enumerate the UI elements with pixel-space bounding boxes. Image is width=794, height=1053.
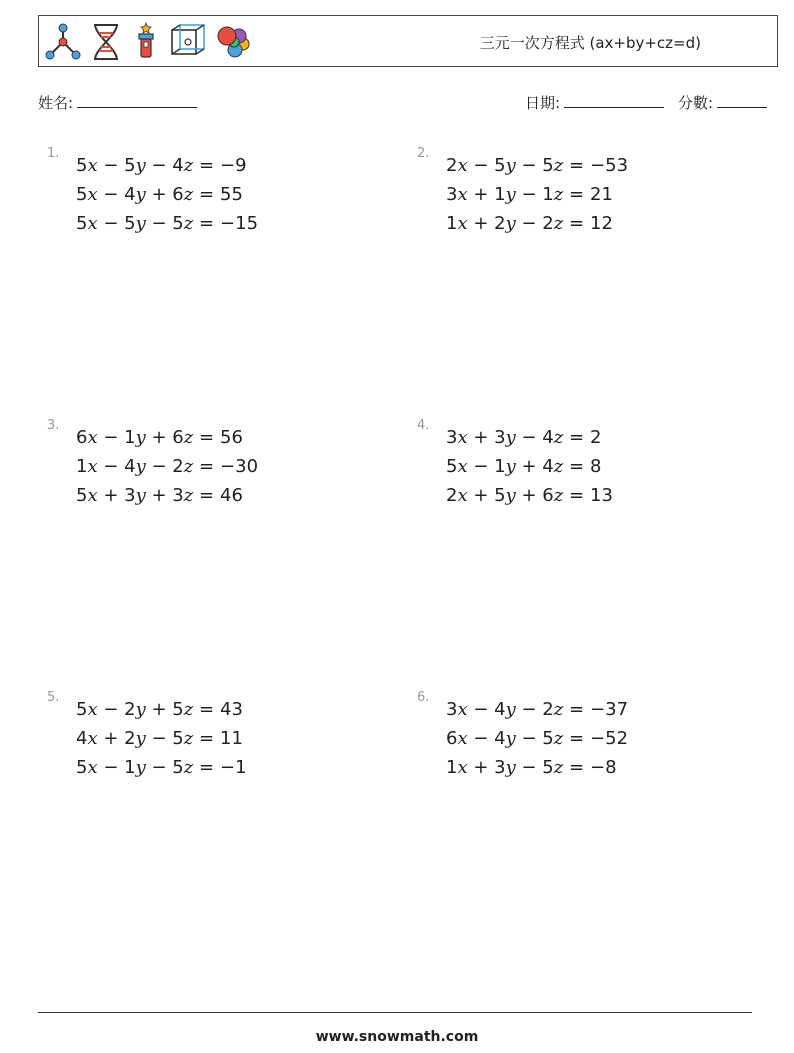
operator: − <box>467 699 495 720</box>
operator: − <box>97 427 125 448</box>
equation-system <box>446 695 628 782</box>
equation-lhs <box>446 695 584 724</box>
variable: x <box>87 699 98 720</box>
equals-sign: = <box>193 427 215 448</box>
equation-lhs <box>446 452 584 481</box>
operator: − <box>97 456 125 477</box>
coefficient: 2 <box>124 699 136 720</box>
variable: x <box>87 757 98 778</box>
equation-lhs <box>76 423 214 452</box>
variable: z <box>183 757 194 778</box>
date-blank <box>564 93 664 108</box>
equation-lhs <box>446 180 584 209</box>
coefficient: 5 <box>76 184 88 205</box>
operator: + <box>97 485 125 506</box>
coefficient: 6 <box>446 728 458 749</box>
equals-sign: = <box>563 456 585 477</box>
coefficient: 3 <box>124 485 136 506</box>
equation-row <box>76 481 258 510</box>
equation-rhs: 46 <box>220 485 243 506</box>
coefficient: 4 <box>542 456 554 477</box>
equation-row <box>76 452 258 481</box>
variable: z <box>183 485 194 506</box>
equals-sign: = <box>193 155 215 176</box>
coefficient: 3 <box>494 757 506 778</box>
coefficient: 5 <box>76 213 88 234</box>
equation-rhs: −53 <box>590 155 629 176</box>
variable: x <box>457 728 468 749</box>
operator: − <box>515 699 543 720</box>
coefficient: 5 <box>542 757 554 778</box>
coefficient: 5 <box>76 757 88 778</box>
variable: z <box>553 699 564 720</box>
score-blank <box>717 93 767 108</box>
equation-system <box>76 695 247 782</box>
variable: y <box>135 456 146 477</box>
equation-system <box>76 151 258 238</box>
worksheet-title: 三元一次方程式 (ax+by+cz=d) <box>479 34 701 52</box>
equals-sign: = <box>563 155 585 176</box>
equation-lhs <box>76 209 214 238</box>
operator: − <box>145 728 173 749</box>
coefficient: 5 <box>542 728 554 749</box>
equals-sign: = <box>193 757 215 778</box>
date-label: 日期: <box>525 94 561 112</box>
equation-lhs <box>446 151 584 180</box>
variable: x <box>87 184 98 205</box>
operator: − <box>145 757 173 778</box>
problem-number: 1. <box>47 146 60 161</box>
variable: y <box>135 213 146 234</box>
variable: z <box>183 427 194 448</box>
problem-number: 2. <box>417 146 430 161</box>
equation-row <box>446 209 628 238</box>
equation-row <box>446 180 628 209</box>
variable: y <box>505 699 516 720</box>
operator: − <box>467 728 495 749</box>
coefficient: 3 <box>494 427 506 448</box>
coefficient: 2 <box>542 699 554 720</box>
operator: + <box>145 184 173 205</box>
operator: − <box>97 699 125 720</box>
coefficient: 5 <box>172 699 184 720</box>
equation-lhs <box>446 724 584 753</box>
variable: y <box>135 757 146 778</box>
variable: y <box>505 485 516 506</box>
variable: z <box>553 213 564 234</box>
variable: z <box>183 699 194 720</box>
variable: x <box>87 427 98 448</box>
coefficient: 2 <box>124 728 136 749</box>
operator: + <box>145 427 173 448</box>
equation-lhs <box>76 695 214 724</box>
coefficient: 2 <box>494 213 506 234</box>
equation-row <box>76 753 247 782</box>
variable: z <box>183 155 194 176</box>
equation-lhs <box>446 753 584 782</box>
equation-lhs <box>76 180 214 209</box>
equation-lhs <box>76 481 214 510</box>
equals-sign: = <box>563 213 585 234</box>
coefficient: 4 <box>76 728 88 749</box>
coefficient: 1 <box>494 184 506 205</box>
name-label: 姓名: <box>38 94 74 112</box>
operator: − <box>97 757 125 778</box>
coefficient: 1 <box>124 757 136 778</box>
variable: z <box>553 485 564 506</box>
coefficient: 3 <box>446 699 458 720</box>
variable: x <box>87 485 98 506</box>
variable: z <box>183 213 194 234</box>
variable: z <box>553 155 564 176</box>
equation-system <box>446 151 628 238</box>
equals-sign: = <box>193 213 215 234</box>
date-field <box>525 92 664 113</box>
operator: + <box>467 213 495 234</box>
problem-number: 3. <box>47 418 60 433</box>
equation-lhs <box>76 724 214 753</box>
equation-rhs: −37 <box>590 699 629 720</box>
equation-lhs <box>76 151 214 180</box>
coefficient: 1 <box>76 456 88 477</box>
variable: y <box>135 699 146 720</box>
molecule-icon <box>45 22 81 62</box>
operator: − <box>97 184 125 205</box>
equation-row <box>446 695 628 724</box>
equation-lhs <box>446 481 584 510</box>
bubbles-icon <box>215 22 253 62</box>
coefficient: 1 <box>494 456 506 477</box>
operator: − <box>145 213 173 234</box>
equation-system <box>446 423 613 510</box>
variable: x <box>457 456 468 477</box>
equation-rhs: 8 <box>590 456 602 477</box>
problem-number: 5. <box>47 690 60 705</box>
equation-row <box>76 724 247 753</box>
equals-sign: = <box>563 757 585 778</box>
equals-sign: = <box>563 728 585 749</box>
variable: z <box>183 184 194 205</box>
coefficient: 2 <box>446 485 458 506</box>
coefficient: 5 <box>172 213 184 234</box>
equation-rhs: −9 <box>220 155 247 176</box>
equation-rhs: −1 <box>220 757 247 778</box>
equation-row <box>446 481 613 510</box>
operator: − <box>515 155 543 176</box>
coefficient: 5 <box>76 699 88 720</box>
score-label: 分數: <box>678 94 714 112</box>
variable: z <box>553 728 564 749</box>
coefficient: 5 <box>446 456 458 477</box>
variable: x <box>87 213 98 234</box>
variable: y <box>505 184 516 205</box>
equation-row <box>76 151 258 180</box>
operator: + <box>515 485 543 506</box>
equation-rhs: −8 <box>590 757 617 778</box>
equation-row <box>446 753 628 782</box>
coefficient: 5 <box>494 485 506 506</box>
worksheet-header <box>38 15 778 67</box>
coefficient: 5 <box>542 155 554 176</box>
equation-row <box>446 452 613 481</box>
footer-divider <box>38 1012 752 1013</box>
equation-lhs <box>446 209 584 238</box>
variable: z <box>553 456 564 477</box>
operator: + <box>145 699 173 720</box>
equation-row <box>76 423 258 452</box>
operator: + <box>467 485 495 506</box>
equation-row <box>446 724 628 753</box>
equation-rhs: −15 <box>220 213 259 234</box>
variable: x <box>87 155 98 176</box>
variable: x <box>87 456 98 477</box>
variable: y <box>135 427 146 448</box>
coefficient: 1 <box>124 427 136 448</box>
operator: − <box>467 155 495 176</box>
equation-rhs: 43 <box>220 699 243 720</box>
equation-rhs: 21 <box>590 184 613 205</box>
score-field <box>678 92 767 113</box>
coefficient: 5 <box>172 757 184 778</box>
coefficient: 6 <box>172 184 184 205</box>
name-field <box>38 92 197 113</box>
variable: x <box>457 213 468 234</box>
operator: − <box>515 427 543 448</box>
variable: y <box>505 757 516 778</box>
coefficient: 5 <box>494 155 506 176</box>
variable: z <box>183 456 194 477</box>
coefficient: 6 <box>172 427 184 448</box>
variable: z <box>183 728 194 749</box>
header-icons <box>45 22 253 62</box>
equation-rhs: 56 <box>220 427 243 448</box>
equation-rhs: 13 <box>590 485 613 506</box>
coefficient: 4 <box>494 728 506 749</box>
equals-sign: = <box>193 699 215 720</box>
operator: + <box>467 757 495 778</box>
coefficient: 4 <box>542 427 554 448</box>
operator: + <box>467 184 495 205</box>
operator: − <box>515 184 543 205</box>
variable: z <box>553 184 564 205</box>
operator: − <box>97 155 125 176</box>
coefficient: 5 <box>172 728 184 749</box>
variable: y <box>135 184 146 205</box>
equals-sign: = <box>563 699 585 720</box>
equation-lhs <box>76 452 214 481</box>
variable: x <box>87 728 98 749</box>
coefficient: 3 <box>446 427 458 448</box>
equation-rhs: −52 <box>590 728 629 749</box>
operator: + <box>467 427 495 448</box>
equals-sign: = <box>563 485 585 506</box>
equals-sign: = <box>193 184 215 205</box>
variable: z <box>553 427 564 448</box>
dna-icon <box>89 22 123 62</box>
coefficient: 4 <box>172 155 184 176</box>
coefficient: 2 <box>446 155 458 176</box>
coefficient: 5 <box>76 155 88 176</box>
operator: − <box>515 213 543 234</box>
variable: x <box>457 155 468 176</box>
coefficient: 1 <box>446 757 458 778</box>
coefficient: 4 <box>124 184 136 205</box>
equation-row <box>76 695 247 724</box>
variable: x <box>457 427 468 448</box>
footer-url: www.snowmath.com <box>315 1029 479 1045</box>
coefficient: 1 <box>446 213 458 234</box>
operator: + <box>515 456 543 477</box>
operator: + <box>97 728 125 749</box>
variable: x <box>457 184 468 205</box>
equation-rhs: 2 <box>590 427 602 448</box>
operator: − <box>515 757 543 778</box>
variable: y <box>135 155 146 176</box>
variable: x <box>457 699 468 720</box>
coefficient: 5 <box>124 155 136 176</box>
problem-number: 4. <box>417 418 430 433</box>
variable: x <box>457 757 468 778</box>
coefficient: 5 <box>76 485 88 506</box>
operator: − <box>97 213 125 234</box>
operator: − <box>145 456 173 477</box>
name-blank <box>77 93 197 108</box>
equation-row <box>446 151 628 180</box>
equals-sign: = <box>193 485 215 506</box>
equation-lhs <box>76 753 214 782</box>
equation-rhs: 55 <box>220 184 243 205</box>
equals-sign: = <box>193 456 215 477</box>
equation-row <box>76 180 258 209</box>
coefficient: 2 <box>542 213 554 234</box>
coefficient: 4 <box>494 699 506 720</box>
variable: y <box>135 485 146 506</box>
operator: + <box>145 485 173 506</box>
cube-icon <box>169 22 207 62</box>
variable: z <box>553 757 564 778</box>
variable: y <box>505 155 516 176</box>
equals-sign: = <box>563 184 585 205</box>
problem-number: 6. <box>417 690 430 705</box>
variable: x <box>457 485 468 506</box>
equals-sign: = <box>563 427 585 448</box>
coefficient: 3 <box>446 184 458 205</box>
coefficient: 5 <box>124 213 136 234</box>
operator: − <box>467 456 495 477</box>
coefficient: 1 <box>542 184 554 205</box>
coefficient: 3 <box>172 485 184 506</box>
coefficient: 4 <box>124 456 136 477</box>
equals-sign: = <box>193 728 215 749</box>
variable: y <box>135 728 146 749</box>
coefficient: 6 <box>76 427 88 448</box>
variable: y <box>505 427 516 448</box>
variable: y <box>505 728 516 749</box>
equation-lhs <box>446 423 584 452</box>
variable: y <box>505 213 516 234</box>
coefficient: 6 <box>542 485 554 506</box>
operator: − <box>515 728 543 749</box>
equation-rhs: −30 <box>220 456 259 477</box>
operator: − <box>145 155 173 176</box>
coefficient: 2 <box>172 456 184 477</box>
equation-rhs: 12 <box>590 213 613 234</box>
flashlight-icon <box>131 22 161 62</box>
equation-rhs: 11 <box>220 728 243 749</box>
equation-row <box>76 209 258 238</box>
equation-row <box>446 423 613 452</box>
variable: y <box>505 456 516 477</box>
equation-system <box>76 423 258 510</box>
